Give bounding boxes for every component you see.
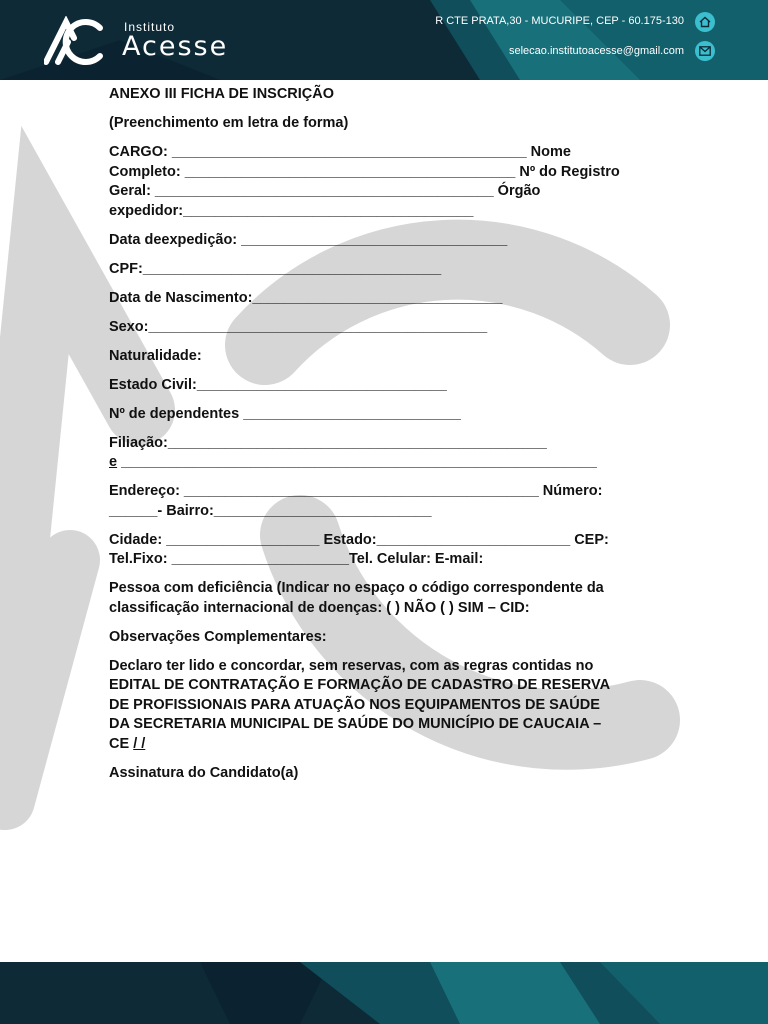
acesse-logo bbox=[44, 16, 104, 66]
field-deficiencia: Pessoa com deficiência (Indicar no espaço o código correspondente da classificação internacional de doenças: ( ) NÃO ( ) SIM – CID: bbox=[109, 580, 604, 616]
letterhead-footer bbox=[0, 962, 768, 1024]
field-observacoes: Observações Complementares: bbox=[109, 628, 327, 645]
form-subtitle: (Preenchimento em letra de forma) bbox=[109, 115, 349, 131]
email-address: selecao.institutoacesse@gmail.com bbox=[508, 45, 684, 57]
declaracao-data: / / bbox=[133, 735, 146, 752]
brand-name: Acesse bbox=[122, 31, 229, 62]
field-estado-civil: Estado Civil:_______________________________ bbox=[109, 376, 447, 393]
naturalidade-label: Naturalidade: bbox=[109, 347, 202, 364]
filiacao-e: e bbox=[109, 454, 118, 470]
declaracao-3: DE PROFISSIONAIS PARA ATUAÇÃO NOS EQUIPAMENTOS DE SAÚDE bbox=[109, 696, 600, 713]
field-sexo: Sexo:__________________________________________ bbox=[109, 318, 488, 335]
filiacao-e-line: ___________________________________________________________ bbox=[121, 454, 597, 470]
registration-form bbox=[109, 85, 654, 793]
home-icon bbox=[695, 12, 715, 32]
line-nome-completo: Completo: _________________________________________ Nº do Registro bbox=[109, 163, 620, 180]
field-cpf: CPF:_____________________________________ bbox=[109, 260, 442, 277]
assinatura-candidato: Assinatura do Candidato(a) bbox=[109, 764, 299, 781]
header-background bbox=[0, 0, 768, 80]
field-data-nascimento: Data de Nascimento:_______________________________ bbox=[109, 289, 503, 306]
address: R CTE PRATA,30 - MUCURIPE, CEP - 60.175-130 bbox=[435, 15, 684, 27]
filiacao-line: _______________________________________________ bbox=[167, 434, 547, 451]
letterhead-header bbox=[0, 0, 768, 80]
declaracao-5 bbox=[109, 735, 654, 755]
field-cidade: Cidade: ___________________ Estado:________________________ CEP: bbox=[109, 531, 609, 548]
declaracao-2: EDITAL DE CONTRATAÇÃO E FORMAÇÃO DE CADASTRO DE RESERVA bbox=[109, 677, 611, 693]
line-registro-geral: Geral: __________________________________________ Órgão bbox=[109, 183, 541, 199]
form-title: ANEXO III FICHA DE INSCRIÇÃO bbox=[109, 86, 335, 102]
declaracao-1: Declaro ter lido e concordar, sem reservas, com as regras contidas no bbox=[109, 657, 594, 674]
line-cargo: CARGO: ____________________________________________ Nome bbox=[109, 144, 571, 160]
declaracao-4: DA SECRETARIA MUNICIPAL DE SAÚDE DO MUNICÍPIO DE CAUCAIA – bbox=[109, 716, 602, 732]
mail-icon bbox=[695, 41, 715, 61]
field-bairro: ______- Bairro:___________________________ bbox=[109, 502, 432, 519]
field-data-expedicao: Data deexpedição: _________________________________ bbox=[109, 231, 508, 248]
footer-background bbox=[0, 962, 768, 1024]
field-telefone: Tel.Fixo: ______________________Tel. Celular: E-mail: bbox=[109, 551, 484, 567]
brand-small: Instituto bbox=[124, 20, 176, 34]
field-dependentes: Nº de dependentes ___________________________ bbox=[109, 405, 461, 422]
field-filiacao bbox=[109, 434, 654, 454]
line-orgao-expedidor: expedidor:____________________________________ bbox=[109, 202, 474, 219]
declaracao-ce: CE bbox=[109, 735, 130, 752]
field-filiacao-e bbox=[109, 453, 654, 473]
filiacao-label: Filiação: bbox=[109, 434, 168, 451]
field-naturalidade bbox=[109, 347, 654, 367]
field-endereco: Endereço: ____________________________________________ Número: bbox=[109, 483, 603, 499]
